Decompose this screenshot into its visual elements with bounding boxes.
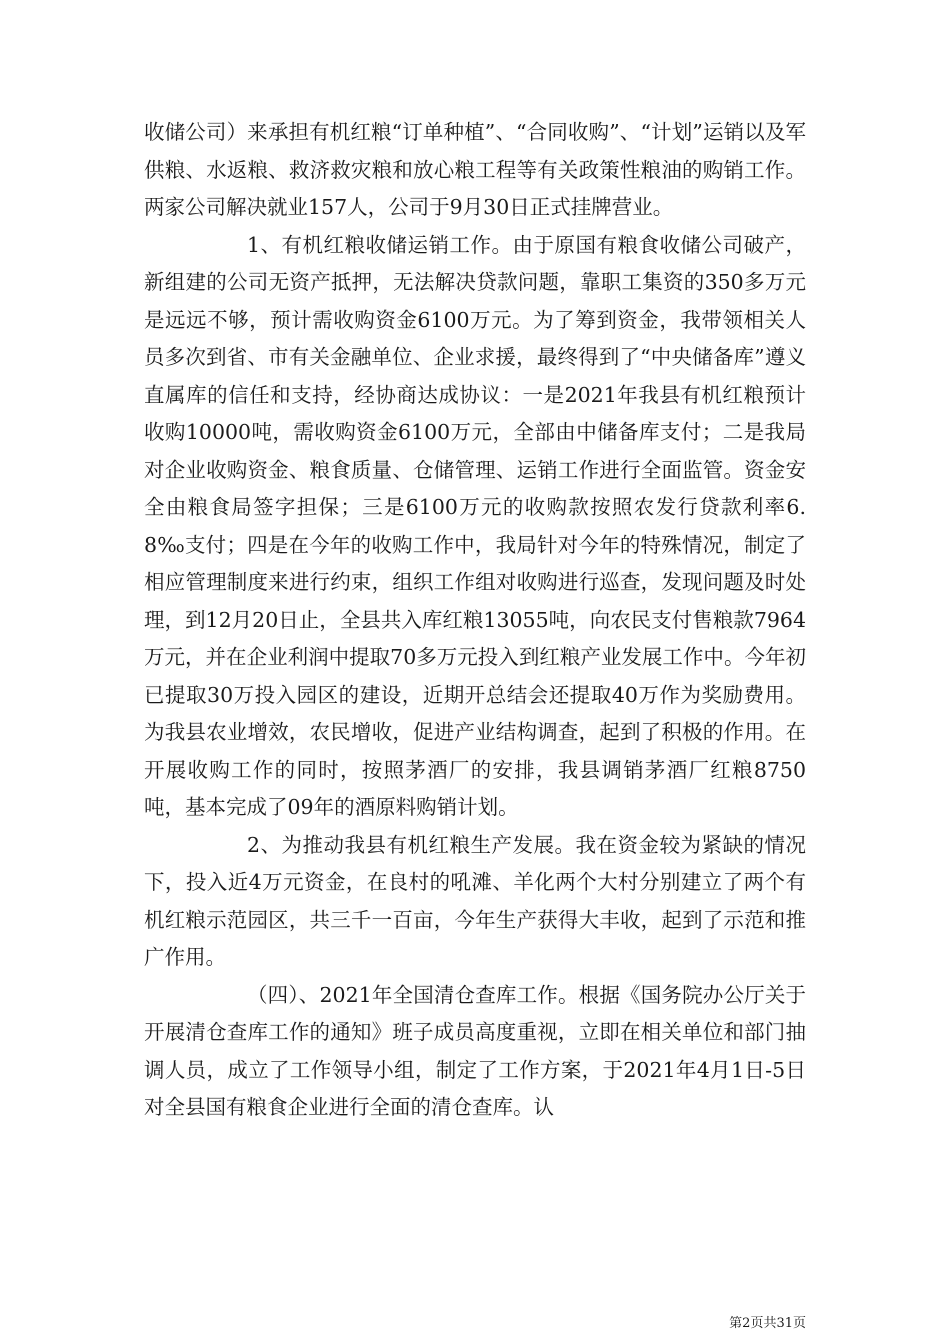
document-body: [144, 114, 806, 1127]
page-number-footer: 第2页共31页: [729, 1316, 806, 1331]
paragraph-4: （四）、2021年全国清仓查库工作。根据《国务院办公厅关于开展清仓查库工作的通知》班子成员高度重视，立即在相关单位和部门抽调人员，成立了工作领导小组，制定了工作方案，于2021年4月1日-5日对全县国有粮食企业进行全面的清仓查库。认: [144, 982, 806, 1119]
paragraph-1: 收储公司）来承担有机红粮“订单种植”、“合同收购”、“计划”运销以及军供粮、水返粮、救济救灾粮和放心粮工程等有关政策性粮油的购销工作。两家公司解决就业157人，公司于9月30日正式挂牌营业。: [144, 120, 806, 219]
paragraph-3: 2、为推动我县有机红粮生产发展。我在资金较为紧缺的情况下，投入近4万元资金，在良村的吼滩、羊化两个大村分别建立了两个有机红粮示范园区，共三千一百亩，今年生产获得大丰收，起到了示范和推广作用。: [144, 832, 806, 969]
paragraph-2: 1、有机红粮收储运销工作。由于原国有粮食收储公司破产，新组建的公司无资产抵押，无法解决贷款问题，靠职工集资的350多万元是远远不够，预计需收购资金6100万元。为了筹到资金，我带领相关人员多次到省、市有关金融单位、企业求援，最终得到了“中央储备库”遵义直属库的信任和支持，经协商达成协议：一是2021年我县有机红粮预计收购10000吨，需收购资金6100万元，全部由中储备库支付；二是我局对企业收购资金、粮食质量、仓储管理、运销工作进行全面监管。资金安全由粮食局签字担保；三是6100万元的收购款按照农发行贷款利率6.8‰支付；四是在今年的收购工作中，我局针对今年的特殊情况，制定了相应管理制度来进行约束，组织工作组对收购进行巡查，发现问题及时处理，到12月20日止，全县共入库红粮13055吨，向农民支付售粮款7964万元，并在企业利润中提取70多万元投入到红粮产业发展工作中。今年初已提取30万投入园区的建设，近期开总结会还提取40万作为奖励费用。为我县农业增效，农民增收，促进产业结构调查，起到了积极的作用。在开展收购工作的同时，按照茅酒厂的安排，我县调销茅酒厂红粮8750吨，基本完成了09年的酒原料购销计划。: [144, 232, 806, 819]
